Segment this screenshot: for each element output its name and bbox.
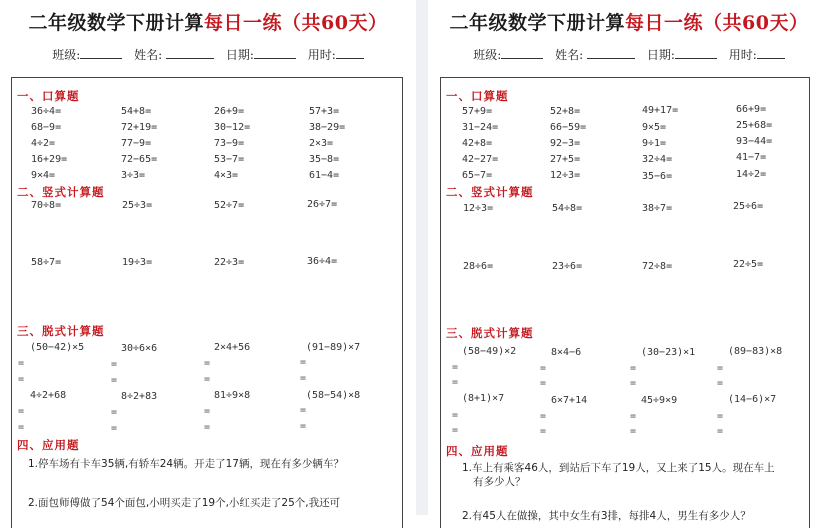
equals-sign: = [630,426,637,437]
page-title: 二年级数学下册计算每日一练（共60天） [28,12,388,34]
oral-item: 4÷2= [31,138,56,149]
oral-item: 9×5= [642,122,667,133]
oral-item: 66−59= [550,122,587,133]
equals-sign: = [452,410,459,421]
equals-sign: = [300,357,307,368]
oral-item: 57+3= [309,106,340,117]
oral-item: 42+8= [462,138,493,149]
stepwise-item: (14−6)×7 [728,394,777,405]
word-problem: 有多少人？ [473,476,526,488]
stepwise-item: 4÷2+68 [30,390,67,401]
oral-item: 26+9= [214,106,245,117]
stepwise-item: (58−49)×2 [462,346,517,357]
equals-sign: = [300,421,307,432]
section-oral-title: 一、口算题 [17,89,80,103]
stepwise-item: 8×4−6 [551,347,582,358]
oral-item: 77−9= [121,138,152,149]
name-field[interactable]: 姓名: [555,48,635,62]
oral-item: 25+68= [736,120,773,131]
oral-item: 41−7= [736,152,767,163]
oral-item: 32÷4= [642,154,673,165]
word-problem: 1.车上有乘客46人，到站后下车了19人，又上来了15人。现在车上 [462,462,775,474]
equals-sign: = [452,425,459,436]
equals-sign: = [18,422,25,433]
oral-item: 52+8= [550,106,581,117]
equals-sign: = [630,411,637,422]
oral-item: 27+5= [550,154,581,165]
oral-item: 12÷3= [550,170,581,181]
section-stepwise-title: 三、脱式计算题 [446,326,534,340]
vertical-item: 72÷8= [642,261,673,272]
vertical-item: 23÷6= [552,261,583,272]
vertical-item: 26÷7= [307,199,338,210]
vertical-item: 28÷6= [463,261,494,272]
equals-sign: = [111,375,118,386]
equals-sign: = [204,374,211,385]
equals-sign: = [111,423,118,434]
equals-sign: = [18,358,25,369]
oral-item: 72−65= [121,154,158,165]
date-field[interactable]: 日期: [226,48,296,62]
oral-item: 31−24= [462,122,499,133]
word-problem: 2.面包师傅做了54个面包,小明买走了19个,小红买走了25个,我还可 [28,497,341,509]
oral-item: 9×4= [31,170,56,181]
vertical-item: 36÷4= [307,256,338,267]
stepwise-item: (89−83)×8 [728,346,783,357]
equals-sign: = [717,378,724,389]
vertical-item: 25÷6= [733,201,764,212]
stepwise-item: 81÷9×8 [214,390,251,401]
oral-item: 61−4= [309,170,340,181]
section-stepwise-title: 三、脱式计算题 [17,324,105,338]
oral-item: 16+29= [31,154,68,165]
equals-sign: = [204,358,211,369]
oral-item: 57+9= [462,106,493,117]
oral-item: 35−6= [642,171,673,182]
oral-item: 42−27= [462,154,499,165]
oral-item: 9÷1= [642,138,667,149]
vertical-item: 54÷8= [552,203,583,214]
vertical-item: 19÷3= [122,257,153,268]
vertical-item: 22÷3= [214,257,245,268]
equals-sign: = [717,426,724,437]
date-field[interactable]: 日期: [647,48,717,62]
stepwise-item: 2×4+56 [214,342,251,353]
equals-sign: = [630,378,637,389]
stepwise-item: (8+1)×7 [462,393,505,404]
equals-sign: = [630,363,637,374]
oral-item: 2×3= [309,138,334,149]
equals-sign: = [452,377,459,388]
vertical-item: 58÷7= [31,257,62,268]
stepwise-item: 45÷9×9 [641,395,678,406]
equals-sign: = [18,406,25,417]
equals-sign: = [540,426,547,437]
oral-item: 92−3= [550,138,581,149]
oral-item: 72+19= [121,122,158,133]
section-oral-title: 一、口算题 [446,89,509,103]
equals-sign: = [204,422,211,433]
vertical-item: 38÷7= [642,203,673,214]
oral-item: 4×3= [214,170,239,181]
equals-sign: = [111,359,118,370]
vertical-item: 25÷3= [122,200,153,211]
equals-sign: = [18,374,25,385]
oral-item: 68−9= [31,122,62,133]
equals-sign: = [111,407,118,418]
stepwise-item: 30÷6×6 [121,343,158,354]
time-field[interactable]: 用时: [729,48,785,62]
oral-item: 53−7= [214,154,245,165]
page-title: 二年级数学下册计算每日一练（共60天） [449,12,809,34]
word-problem: 2.有45人在做操，其中女生有3排，每排4人，男生有多少人？ [462,510,751,522]
stepwise-item: 6×7+14 [551,395,588,406]
time-field[interactable]: 用时: [308,48,364,62]
page-separator [416,0,428,515]
oral-item: 65−7= [462,170,493,181]
stepwise-item: (58−54)×8 [306,390,361,401]
word-problem: 1.停车场有卡车35辆,有轿车24辆。开走了17辆，现在有多少辆车？ [28,458,344,470]
oral-item: 36÷4= [31,106,62,117]
oral-item: 66+9= [736,104,767,115]
equals-sign: = [540,363,547,374]
student-info-row [0,46,416,63]
equals-sign: = [452,362,459,373]
stepwise-item: (50−42)×5 [30,342,85,353]
oral-item: 35−8= [309,154,340,165]
worksheet-page-1 [0,0,416,515]
equals-sign: = [204,406,211,417]
worksheet-page-2 [428,0,838,522]
equals-sign: = [540,411,547,422]
vertical-item: 70÷8= [31,200,62,211]
vertical-item: 52÷7= [214,200,245,211]
oral-item: 73−9= [214,138,245,149]
oral-item: 3÷3= [121,170,146,181]
oral-item: 49+17= [642,105,679,116]
equals-sign: = [300,405,307,416]
class-field[interactable]: 班级: [52,48,122,62]
stepwise-item: (91−89)×7 [306,342,361,353]
section-word-title: 四、应用题 [17,438,80,452]
name-field[interactable]: 姓名: [134,48,214,62]
student-info-row [424,46,834,63]
oral-item: 93−44= [736,136,773,147]
oral-item: 38−29= [309,122,346,133]
stepwise-item: 8÷2+83 [121,391,158,402]
class-field[interactable]: 班级: [473,48,543,62]
oral-item: 30−12= [214,122,251,133]
section-word-title: 四、应用题 [446,444,509,458]
vertical-item: 22÷5= [733,259,764,270]
section-vertical-title: 二、竖式计算题 [446,185,534,199]
stepwise-item: (30−23)×1 [641,347,696,358]
equals-sign: = [717,411,724,422]
equals-sign: = [300,373,307,384]
section-vertical-title: 二、竖式计算题 [17,185,105,199]
oral-item: 14÷2= [736,169,767,180]
equals-sign: = [540,378,547,389]
vertical-item: 12÷3= [463,203,494,214]
oral-item: 54+8= [121,106,152,117]
equals-sign: = [717,363,724,374]
